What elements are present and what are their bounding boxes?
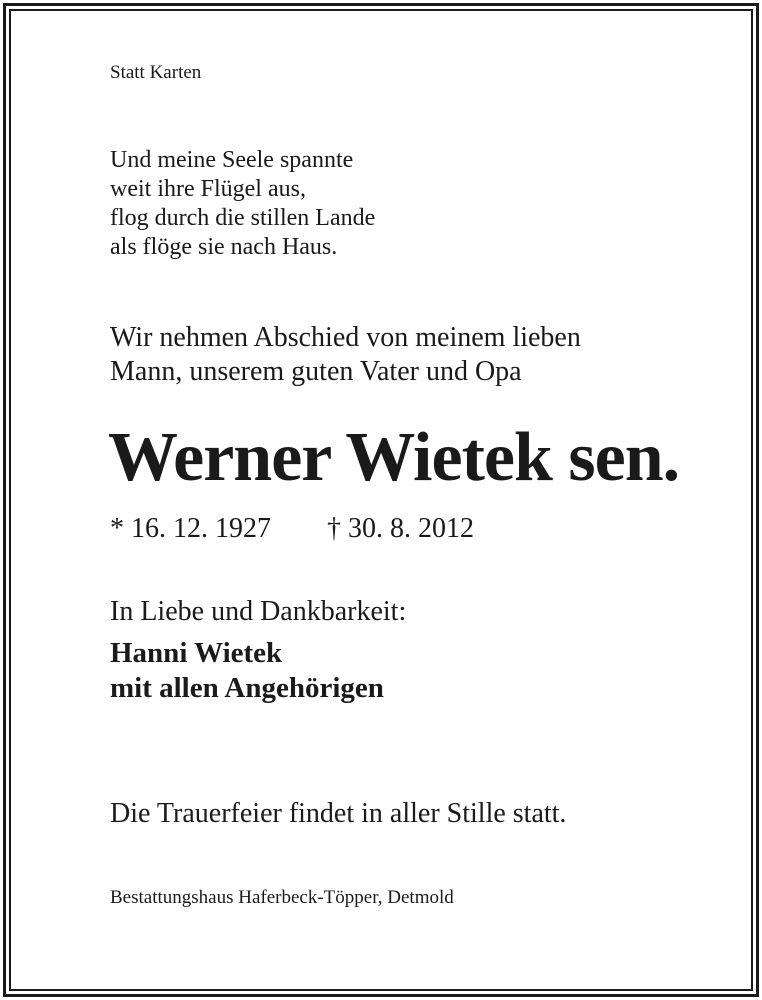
farewell-line-1: Wir nehmen Abschied von meinem lieben [110, 322, 581, 353]
poem-line-3: flog durch die stillen Lande [110, 205, 376, 231]
gratitude-line: In Liebe und Dankbarkeit: [110, 596, 407, 627]
deceased-name: Werner Wietek sen. [108, 419, 680, 496]
mourner-line-2: mit allen Angehörigen [110, 672, 384, 704]
header-text: Statt Karten [110, 62, 202, 83]
funeral-home: Bestattungshaus Haferbeck-Töpper, Detmold [110, 887, 454, 908]
poem-line-1: Und meine Seele spannte [110, 147, 354, 173]
service-notice: Die Trauerfeier findet in aller Stille statt. [110, 798, 567, 829]
farewell-line-2: Mann, unserem guten Vater und Opa [110, 356, 522, 387]
poem-line-4: als flöge sie nach Haus. [110, 234, 338, 260]
birth-date: * 16. 12. 1927 [110, 513, 271, 544]
mourner-line-1: Hanni Wietek [110, 637, 283, 669]
death-date: † 30. 8. 2012 [327, 513, 474, 544]
poem-line-2: weit ihre Flügel aus, [110, 176, 306, 202]
